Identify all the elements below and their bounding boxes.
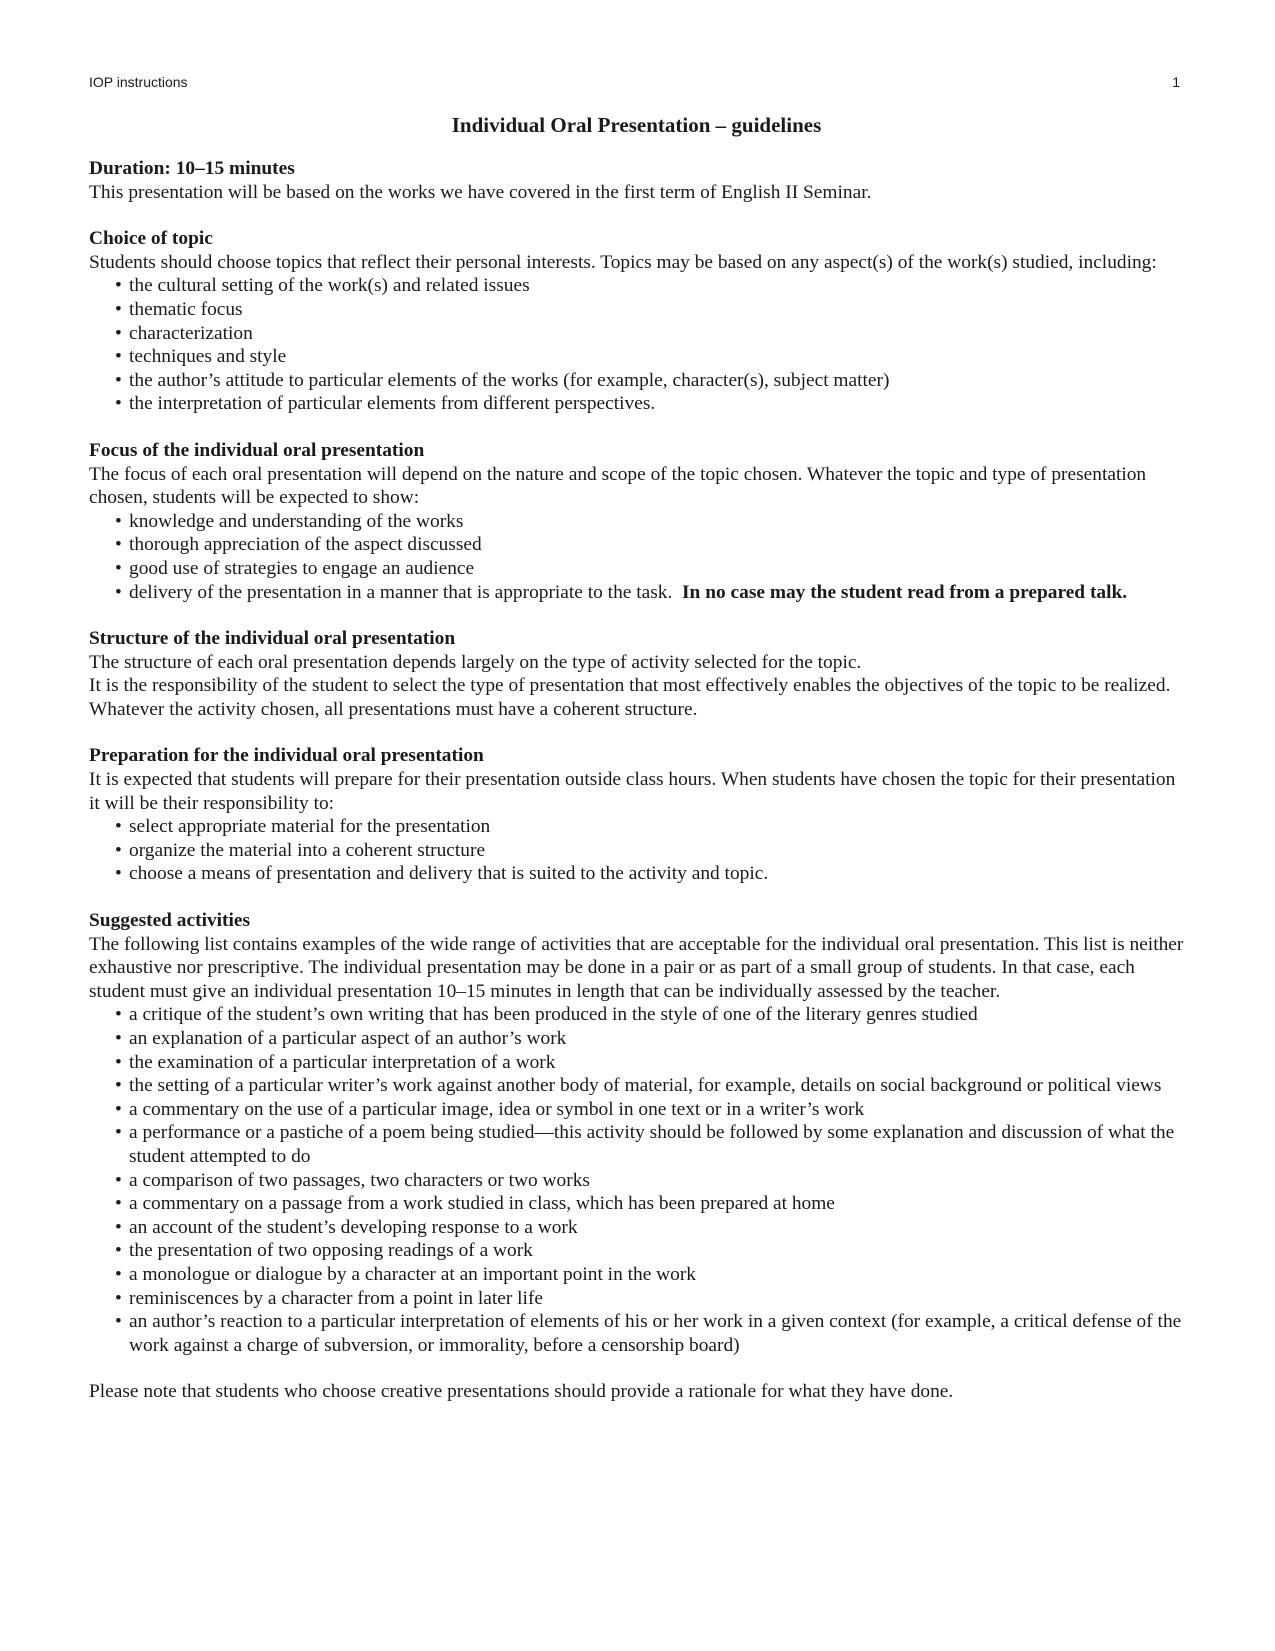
section-structure [89, 627, 1184, 721]
section-heading: Duration: 10–15 minutes [89, 158, 295, 179]
list-item: • thorough appreciation of the aspect discussed [129, 533, 1184, 557]
section-text: The following list contains examples of the wide range of activities that are acceptable for the individual oral presentation. This list is neither exhaustive nor prescriptive. The individual presentation may be done in a pair or as part of a small group of students. In that case, each student must give an individual presentation 10–15 minutes in length that can be individually assessed by the teacher. [89, 933, 1184, 1002]
list-item: • the author’s attitude to particular elements of the works (for example, character(s), subject matter) [129, 369, 1184, 393]
page-title: Individual Oral Presentation – guidelines [451, 113, 822, 137]
list-item: • an explanation of a particular aspect of an author’s work [129, 1027, 1184, 1051]
section-text: Students should choose topics that reflect their personal interests. Topics may be based on any aspect(s) of the work(s) studied, including: [89, 251, 1157, 273]
list-item: • the examination of a particular interpretation of a work [129, 1051, 1184, 1075]
list-item: • the setting of a particular writer’s work against another body of material, for example, details on social background or political views [129, 1074, 1184, 1098]
section-text: The focus of each oral presentation will depend on the nature and scope of the topic chosen. Whatever the topic and type of presentation chosen, students will be expected to show: [89, 463, 1147, 509]
document-body [89, 112, 1184, 1404]
section-text: It is expected that students will prepare for their presentation outside class hours. When students have chosen the topic for their presentation it will be their responsibility to: [89, 769, 1176, 814]
section-heading: Preparation for the individual oral presentation [89, 745, 484, 767]
list-item: • thematic focus [129, 298, 1184, 322]
list-item: • an author’s reaction to a particular interpretation of elements of his or her work in a given context (for example, a critical defense of the work against a charge of subversion, or immorality, before a censorship board) [129, 1310, 1184, 1357]
section-heading: Choice of topic [89, 228, 213, 250]
list-item: • a critique of the student’s own writing that has been produced in the style of one of the literary genres studied [129, 1003, 1184, 1027]
bullet-list [89, 815, 1184, 886]
list-item: • a comparison of two passages, two characters or two works [129, 1169, 1184, 1193]
list-item: • an account of the student’s developing response to a work [129, 1216, 1184, 1240]
emphasis-text: In no case may the student read from a prepared talk. [682, 581, 1128, 603]
list-item: • reminiscences by a character from a point in later life [129, 1287, 1184, 1311]
list-item-text: delivery of the presentation in a manner that is appropriate to the task. [129, 581, 673, 603]
section-text: The structure of each oral presentation depends largely on the type of activity selected for the topic. [89, 651, 862, 673]
section-heading: Suggested activities [89, 910, 251, 932]
list-item: • characterization [129, 322, 1184, 346]
section-choice-of-topic [89, 227, 1184, 416]
section-preparation [89, 744, 1184, 886]
list-item: • the interpretation of particular elements from different perspectives. [129, 392, 1184, 416]
section-heading: Structure of the individual oral presentation [89, 628, 456, 650]
section-heading: Focus of the individual oral presentation [89, 439, 425, 461]
section-text: This presentation will be based on the works we have covered in the first term of English II Seminar. [89, 181, 872, 203]
list-item: • knowledge and understanding of the works [129, 510, 1184, 534]
bullet-list [89, 274, 1184, 416]
list-item: • a commentary on the use of a particular image, idea or symbol in one text or in a writer’s work [129, 1098, 1184, 1122]
section-activities [89, 909, 1184, 1357]
list-item: • organize the material into a coherent structure [129, 839, 1184, 863]
header-label: IOP instructions [89, 74, 188, 90]
list-item: • a commentary on a passage from a work studied in class, which has been prepared at home [129, 1192, 1184, 1216]
list-item: • techniques and style [129, 345, 1184, 369]
list-item: • a monologue or dialogue by a character at an important point in the work [129, 1263, 1184, 1287]
list-item: • choose a means of presentation and delivery that is suited to the activity and topic. [129, 862, 1184, 886]
section-duration [89, 157, 1184, 204]
section-text: It is the responsibility of the student to select the type of presentation that most effectively enables the objectives of the topic to be realized. Whatever the activity chosen, all presentations must have a coherent structure. [89, 675, 1171, 720]
list-item: • select appropriate material for the presentation [129, 815, 1184, 839]
list-item-delivery [129, 581, 1184, 605]
list-item: • a performance or a pastiche of a poem being studied—this activity should be followed by some explanation and discussion of what the student attempted to do [129, 1121, 1184, 1168]
bullet-list [89, 1003, 1184, 1357]
list-item: • the presentation of two opposing readings of a work [129, 1239, 1184, 1263]
section-focus [89, 439, 1184, 604]
closing-note: Please note that students who choose creative presentations should provide a rationale for what they have done. [89, 1381, 954, 1403]
page-number: 1 [1172, 74, 1180, 90]
list-item: • good use of strategies to engage an audience [129, 557, 1184, 581]
list-item: • the cultural setting of the work(s) and related issues [129, 274, 1184, 298]
bullet-list [89, 510, 1184, 604]
